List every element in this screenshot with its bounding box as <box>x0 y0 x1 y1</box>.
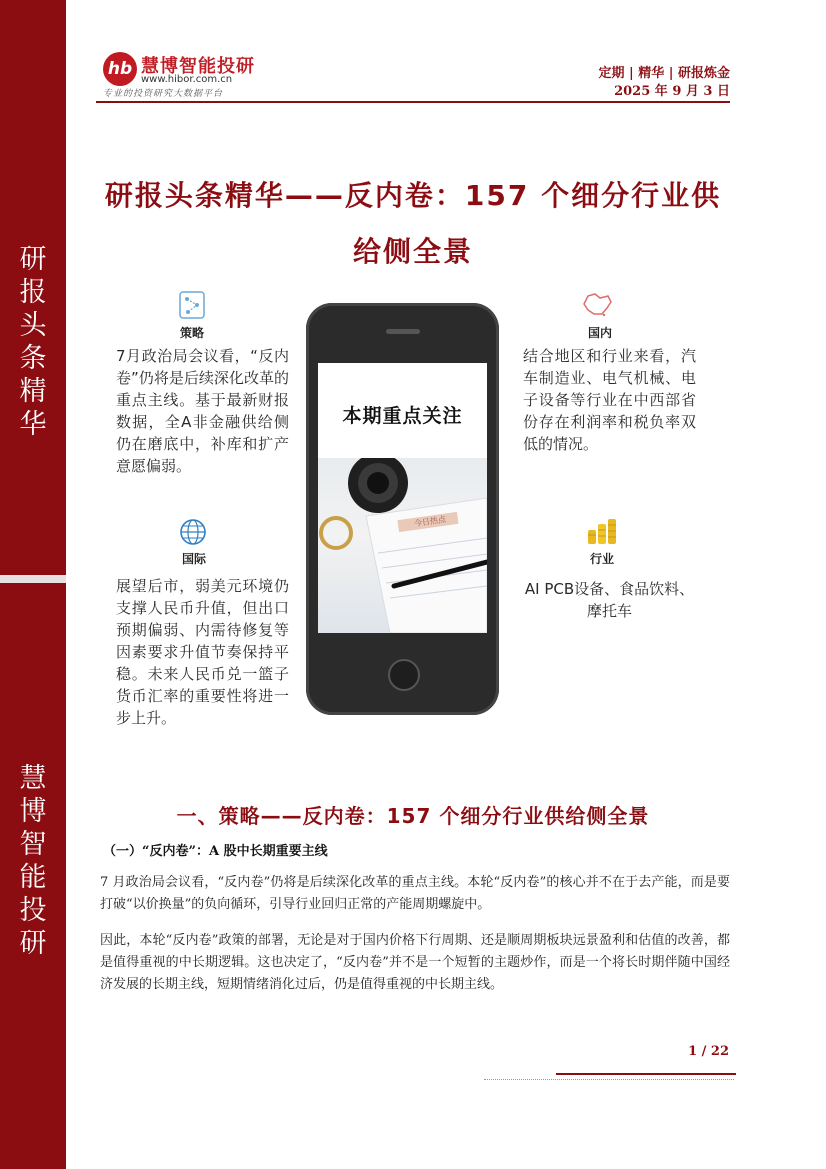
logo-mark: hb <box>103 52 137 86</box>
logo-slogan: 专业的投资研究大数据平台 <box>103 89 224 99</box>
report-date: 2025 年 9 月 3 日 <box>614 84 730 99</box>
globe-icon <box>179 518 207 546</box>
phone-home-button <box>388 659 420 691</box>
page-number: 1 / 22 <box>688 1044 729 1059</box>
photo-caption: 今日热点 <box>413 514 447 529</box>
phone-screen <box>318 363 487 633</box>
paragraph-2: 因此，本轮“反内卷”政策的部署，无论是对于国内价格下行周期、还是顺周期板块远景盈利和估值的改善，都是值得重视的中长期逻辑。这也决定了，“反内卷”并不是一个短暂的主题炒作，而是一个将长时期伴随中国经济发展的长期主线，短期情绪消化过后，仍是值得重视的中长期主线。 <box>100 933 730 992</box>
header-tags: 定期 | 精华 | 研报炼金 <box>598 66 730 81</box>
coins-icon <box>585 516 619 546</box>
international-text: 展望后市，弱美元环境仍支撑人民币升值，但出口预期偏弱、内需待修复等因素要求升值节奏保持平稳。未来人民币兑一篮子货币汇率的重要性将进一步上升。 <box>116 577 289 727</box>
phone-illustration <box>306 303 499 715</box>
header-divider <box>96 101 730 103</box>
industry-label: 行业 <box>589 552 614 566</box>
strategy-text: 7月政治局会议看，“反内卷”仍将是后续深化改革的重点主线。基于最新财报数据，全A非金融供给侧仍在磨底中，补库和扩产意愿偏弱。 <box>116 347 289 475</box>
section-title: 一、策略——反内卷：157 个细分行业供给侧全景 <box>176 804 650 828</box>
brand-logo[interactable] <box>103 52 255 99</box>
phone-screen-label: 本期重点关注 <box>342 405 463 427</box>
title-line-2: 给侧全景 <box>352 235 473 268</box>
subsection-title: （一）“反内卷”：A 股中长期重要主线 <box>103 844 328 859</box>
logo-url: www.hibor.com.cn <box>141 74 233 85</box>
international-label: 国际 <box>181 552 206 566</box>
industry-text: AI PCB设备、食品饮料、摩托车 <box>524 580 695 620</box>
sidebar-divider <box>0 575 66 583</box>
desk-photo-art <box>318 458 487 633</box>
sidebar-top-label: 研 报 头 条 精 华 <box>19 244 47 440</box>
footer-rule <box>556 1073 736 1075</box>
title-line-1: 研报头条精华——反内卷：157 个细分行业供 <box>104 179 722 212</box>
domestic-text: 结合地区和行业来看，汽车制造业、电气机械、电子设备等行业在中西部省份存在利润率和税负率双低的情况。 <box>523 347 696 453</box>
footer-dotted-line <box>484 1079 734 1080</box>
domestic-label: 国内 <box>587 326 612 340</box>
sidebar <box>0 0 66 1169</box>
strategy-label: 策略 <box>179 326 204 340</box>
logo-name: 慧博智能投研 <box>141 56 255 77</box>
phone-speaker <box>386 329 420 334</box>
china-map-icon <box>580 290 614 318</box>
desk-photo <box>318 458 487 633</box>
paragraph-1: 7 月政治局会议看，“反内卷”仍将是后续深化改革的重点主线。本轮“反内卷”的核心并不在于去产能，而是要打破“以价换量”的负向循环，引导行业回归正常的产能周期螺旋中。 <box>100 875 730 912</box>
sidebar-bottom-label: 慧 博 智 能 投 研 <box>19 763 47 959</box>
flowchart-icon <box>178 290 206 320</box>
page-title <box>96 168 730 280</box>
